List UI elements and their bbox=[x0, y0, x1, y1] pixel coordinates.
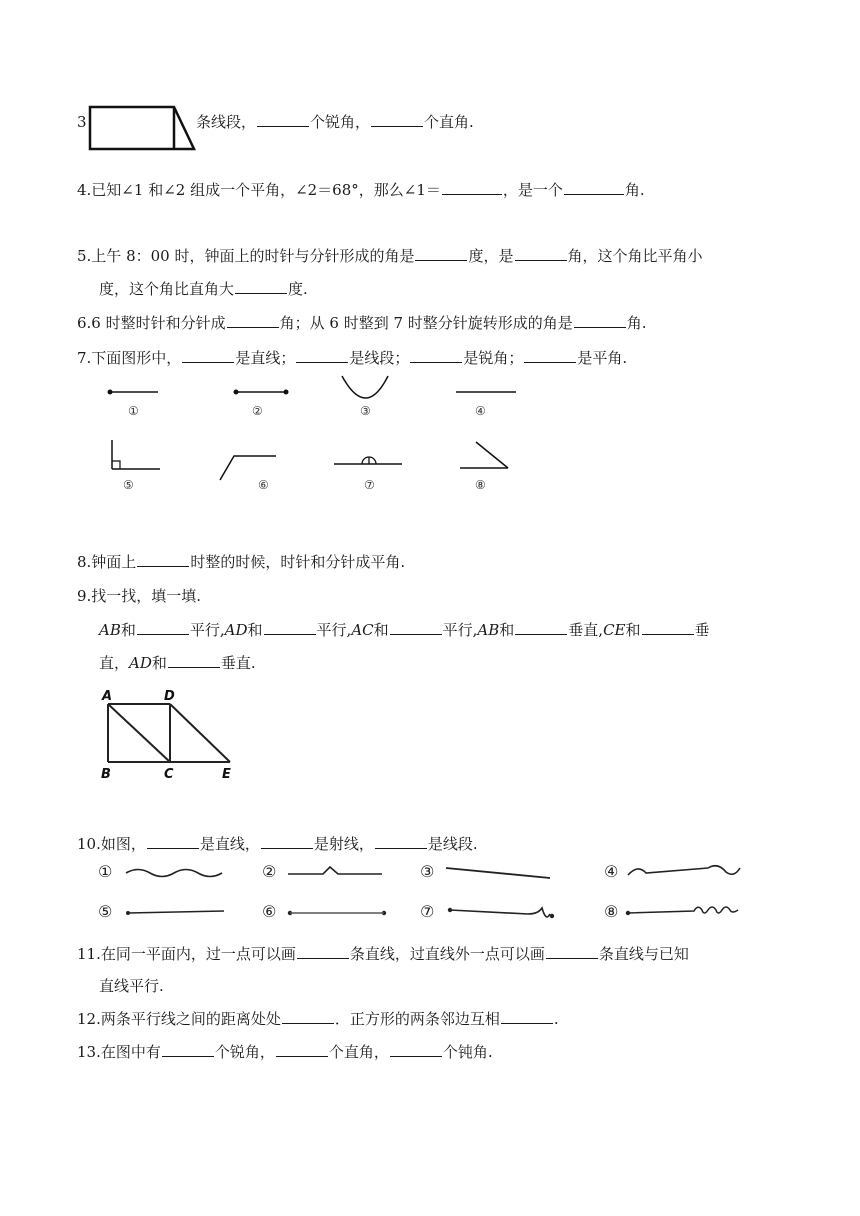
blank[interactable] bbox=[410, 348, 462, 363]
blank[interactable] bbox=[257, 112, 309, 127]
blank[interactable] bbox=[182, 348, 234, 363]
question-12: 12.两条平行线之间的距离处处 ．正方形的两条邻边互相 . bbox=[77, 1010, 559, 1028]
blank[interactable] bbox=[371, 112, 423, 127]
point-A: A bbox=[102, 689, 113, 704]
question-9-title: 9.找一找，填一填. bbox=[77, 587, 202, 605]
q10-fig-4 bbox=[604, 862, 740, 881]
svg-text:⑥: ⑥ bbox=[258, 478, 269, 492]
blank[interactable] bbox=[574, 313, 626, 328]
blank[interactable] bbox=[276, 1042, 328, 1057]
q10-fig-6 bbox=[262, 902, 386, 921]
blank[interactable] bbox=[162, 1042, 214, 1057]
blank[interactable] bbox=[227, 313, 279, 328]
svg-text:②: ② bbox=[262, 862, 277, 881]
question-5-line2: 度，这个角比直角大 度. bbox=[99, 280, 308, 298]
q10-fig-3 bbox=[420, 862, 550, 881]
question-7: 7.下面图形中， 是直线； 是线段； 是锐角； 是平角. bbox=[77, 349, 628, 367]
svg-text:⑥: ⑥ bbox=[262, 902, 277, 921]
svg-text:③: ③ bbox=[420, 862, 435, 881]
svg-text:①: ① bbox=[128, 404, 139, 418]
blank[interactable] bbox=[390, 1042, 442, 1057]
blank[interactable] bbox=[137, 620, 189, 635]
svg-text:⑧: ⑧ bbox=[475, 478, 486, 492]
svg-text:④: ④ bbox=[475, 404, 486, 418]
point-E: E bbox=[222, 767, 231, 782]
q7-figures bbox=[90, 372, 530, 497]
svg-text:⑤: ⑤ bbox=[123, 478, 134, 492]
q7-fig-5 bbox=[112, 440, 160, 492]
q7-fig-1 bbox=[108, 390, 159, 419]
svg-text:⑦: ⑦ bbox=[420, 902, 435, 921]
point-C: C bbox=[164, 767, 174, 782]
point-B: B bbox=[101, 767, 111, 782]
blank[interactable] bbox=[515, 620, 567, 635]
blank[interactable] bbox=[524, 348, 576, 363]
q7-fig-4 bbox=[456, 392, 516, 418]
blank[interactable] bbox=[546, 944, 598, 959]
blank[interactable] bbox=[415, 246, 467, 261]
svg-text:④: ④ bbox=[604, 862, 619, 881]
question-13: 13.在图中有 个锐角， 个直角， 个钝角. bbox=[77, 1043, 493, 1061]
blank[interactable] bbox=[282, 1009, 334, 1024]
blank[interactable] bbox=[147, 834, 199, 849]
q7-fig-7 bbox=[334, 457, 402, 492]
q10-fig-1 bbox=[98, 862, 222, 881]
svg-text:②: ② bbox=[252, 404, 263, 418]
q7-fig-2 bbox=[234, 390, 289, 419]
blank[interactable] bbox=[296, 348, 348, 363]
blank[interactable] bbox=[375, 834, 427, 849]
blank[interactable] bbox=[297, 944, 349, 959]
blank[interactable] bbox=[390, 620, 442, 635]
blank[interactable] bbox=[137, 552, 189, 567]
q7-fig-6 bbox=[220, 456, 276, 492]
svg-text:⑧: ⑧ bbox=[604, 902, 619, 921]
blank[interactable] bbox=[235, 279, 287, 294]
blank[interactable] bbox=[642, 620, 694, 635]
blank[interactable] bbox=[564, 180, 624, 195]
question-11-line2: 直线平行. bbox=[99, 977, 164, 995]
q9-figure bbox=[96, 686, 246, 782]
q10-fig-8 bbox=[604, 902, 738, 921]
q10-fig-2 bbox=[262, 862, 382, 881]
q10-figures bbox=[98, 858, 758, 928]
question-9-line2: 直，AD和 垂直. bbox=[99, 654, 256, 672]
blank[interactable] bbox=[168, 653, 220, 668]
q3-number: 3 bbox=[77, 113, 87, 131]
svg-text:⑤: ⑤ bbox=[98, 902, 113, 921]
blank[interactable] bbox=[515, 246, 567, 261]
q7-fig-3 bbox=[342, 376, 388, 418]
blank[interactable] bbox=[501, 1009, 553, 1024]
svg-text:①: ① bbox=[98, 862, 113, 881]
question-11-line1: 11.在同一平面内，过一点可以画 条直线，过直线外一点可以画 条直线与已知 bbox=[77, 945, 689, 963]
q3-figure bbox=[86, 104, 198, 154]
question-6: 6.6 时整时针和分针成 角；从 6 时整到 7 时整分针旋转形成的角是 角. bbox=[77, 314, 647, 332]
q7-fig-8 bbox=[460, 442, 508, 492]
point-D: D bbox=[164, 689, 175, 704]
question-4: 4.已知∠1 和∠2 组成一个平角，∠2＝68°，那么∠1＝ ，是一个 角. bbox=[77, 181, 645, 199]
blank[interactable] bbox=[264, 620, 316, 635]
q10-fig-7 bbox=[420, 902, 554, 921]
svg-text:③: ③ bbox=[360, 404, 371, 418]
blank[interactable] bbox=[261, 834, 313, 849]
blank[interactable] bbox=[442, 180, 502, 195]
q10-fig-5 bbox=[98, 902, 224, 921]
question-8: 8.钟面上 时整的时候，时针和分针成平角. bbox=[77, 553, 406, 571]
question-10: 10.如图， 是直线， 是射线， 是线段. bbox=[77, 835, 478, 853]
svg-text:⑦: ⑦ bbox=[364, 478, 375, 492]
question-9-line1: AB和 平行,AD和 平行,AC和 平行,AB和 垂直,CE和 垂 bbox=[99, 621, 710, 639]
question-5-line1: 5.上午 8：00 时，钟面上的时针与分针形成的角是 度，是 角，这个角比平角小 bbox=[77, 247, 703, 265]
